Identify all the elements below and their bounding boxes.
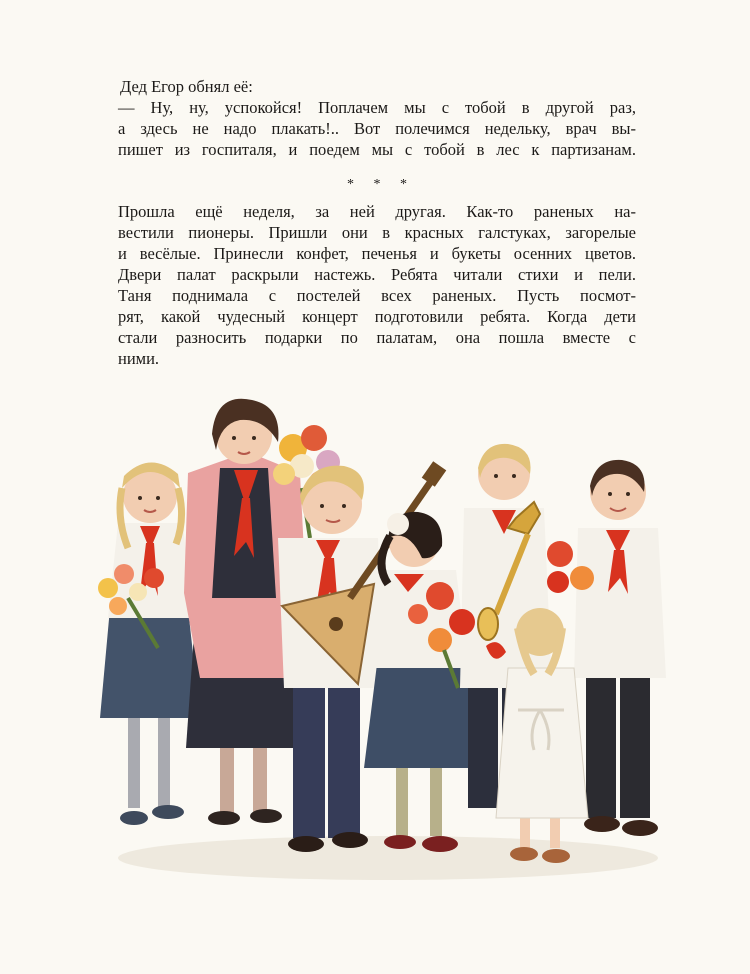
text-block: [118, 76, 636, 369]
text-line: рят, какой чудесный концерт подготовили ребята. Когда дети: [118, 307, 636, 326]
text-line: вестили пионеры. Пришли они в красных галстуках, загорелые: [118, 223, 636, 242]
text-line: пишет из госпиталя, и поедем мы с тобой в лес к партизанам.: [118, 140, 636, 159]
little-girl-white-dress: [486, 608, 588, 863]
text-line: а здесь не надо плакать!.. Вот полечимся недельку, врач вы-: [118, 119, 636, 138]
girl-with-flowers-left: [98, 462, 200, 825]
paragraph-lead: Дед Егор обнял её:: [120, 77, 253, 96]
text-line: и весёлые. Принесли конфет, печенья и букеты осенних цветов.: [118, 244, 636, 263]
text-line: Двери палат раскрыли настежь. Ребята читали стихи и пели.: [118, 265, 636, 284]
text-line: стали разносить подарки по палатам, она пошла вместе с: [118, 328, 636, 347]
illustration-pioneers: [88, 378, 678, 898]
section-separator: * * *: [347, 177, 415, 192]
illustration-svg: [88, 378, 678, 898]
text-line: ними.: [118, 349, 160, 368]
text-line: Таня поднимала с постелей всех раненых. Пусть посмот-: [118, 286, 636, 305]
text-line: Прошла ещё неделя, за ней другая. Как-то раненых на-: [118, 202, 636, 221]
text-line: — Ну, ну, успокойся! Поплачем мы с тобой в другой раз,: [118, 98, 636, 117]
